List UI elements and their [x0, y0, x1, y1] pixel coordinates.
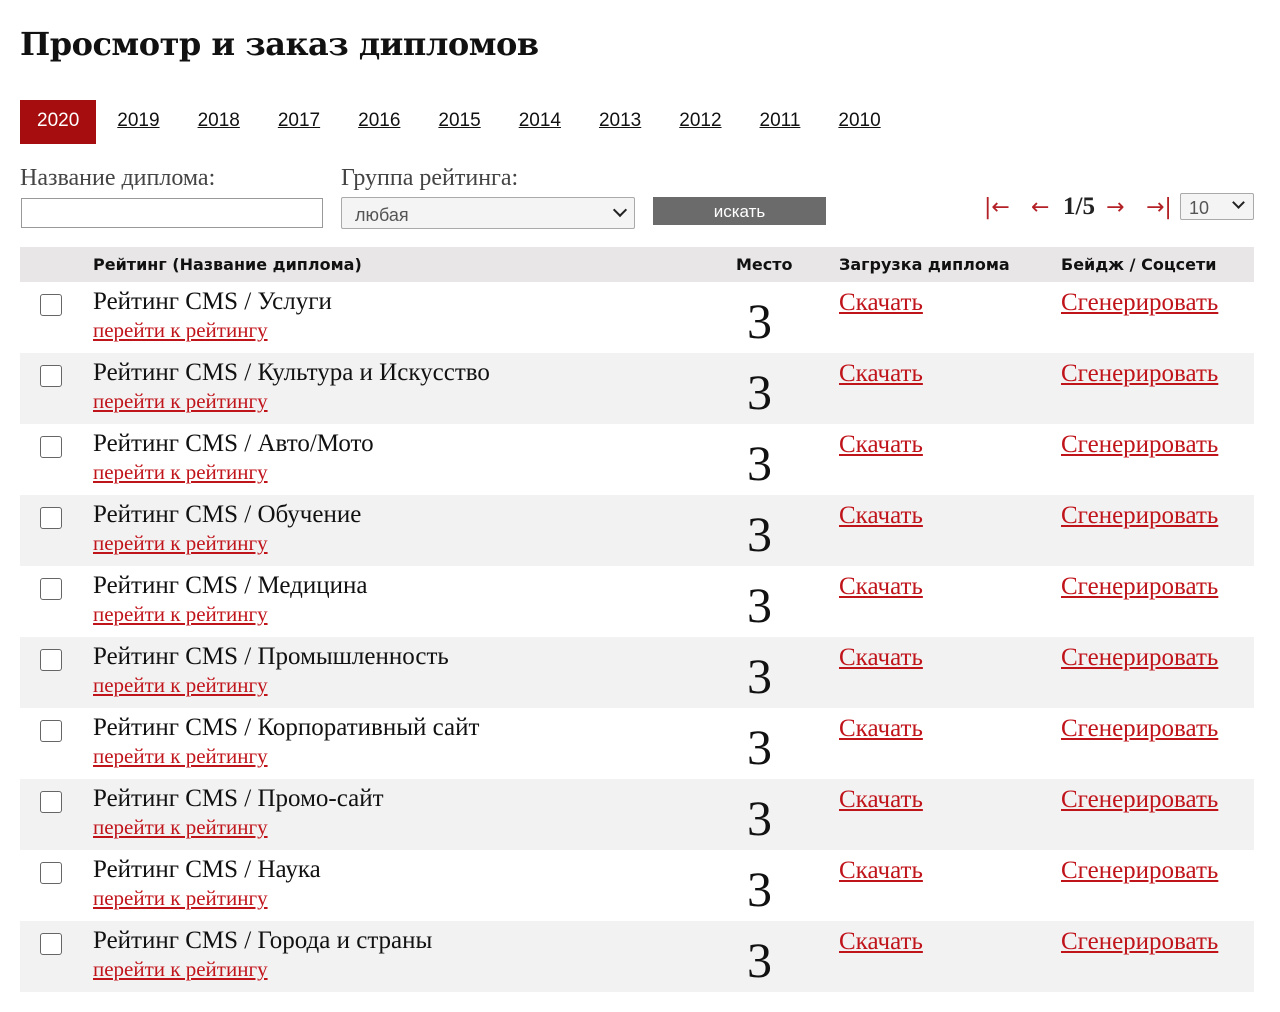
page-indicator: 1/5 [1063, 193, 1095, 220]
place-value: 3 [747, 932, 772, 988]
download-link[interactable]: Скачать [839, 644, 923, 671]
go-to-rating-link[interactable]: перейти к рейтингу [93, 957, 268, 981]
year-tab-2010[interactable]: 2010 [838, 110, 881, 131]
download-link[interactable]: Скачать [839, 715, 923, 742]
rating-title: Рейтинг CMS / Корпоративный сайт [93, 714, 480, 741]
download-link[interactable]: Скачать [839, 857, 923, 884]
search-button[interactable]: искать [653, 197, 826, 225]
rating-group-select[interactable] [341, 197, 635, 229]
download-link[interactable]: Скачать [839, 289, 923, 316]
header-badge: Бейдж / Соцсети [1061, 255, 1217, 274]
chevron-down-icon [613, 203, 627, 217]
row-checkbox[interactable] [40, 649, 62, 671]
table-row [20, 282, 1254, 353]
download-link[interactable]: Скачать [839, 786, 923, 813]
place-value: 3 [747, 506, 772, 562]
place-value: 3 [747, 790, 772, 846]
table-row [20, 921, 1254, 992]
go-to-rating-link[interactable]: перейти к рейтингу [93, 389, 268, 413]
last-page-icon[interactable]: →| [1146, 195, 1172, 220]
place-value: 3 [747, 293, 772, 349]
table-row [20, 495, 1254, 566]
table-row [20, 637, 1254, 708]
year-tab-2017[interactable]: 2017 [277, 110, 321, 131]
download-link[interactable]: Скачать [839, 928, 923, 955]
go-to-rating-link[interactable]: перейти к рейтингу [93, 318, 268, 342]
table-row [20, 779, 1254, 850]
diploma-name-label: Название диплома: [20, 165, 216, 191]
header-rating: Рейтинг (Название диплома) [93, 255, 362, 274]
table-body [20, 282, 1254, 992]
table-row [20, 850, 1254, 921]
row-checkbox[interactable] [40, 578, 62, 600]
download-link[interactable]: Скачать [839, 573, 923, 600]
header-place: Место [736, 255, 793, 274]
place-value: 3 [747, 861, 772, 917]
rating-title: Рейтинг CMS / Обучение [93, 501, 362, 528]
year-tab-2013[interactable]: 2013 [598, 110, 642, 131]
year-tab-2018[interactable]: 2018 [197, 110, 240, 131]
generate-link[interactable]: Сгенерировать [1061, 644, 1219, 671]
generate-link[interactable]: Сгенерировать [1061, 360, 1219, 387]
row-checkbox[interactable] [40, 294, 62, 316]
generate-link[interactable]: Сгенерировать [1061, 857, 1219, 884]
diploma-name-input[interactable] [21, 198, 323, 228]
rating-title: Рейтинг CMS / Культура и Искусство [93, 359, 490, 386]
year-tab-2011[interactable]: 2011 [759, 110, 801, 131]
row-checkbox[interactable] [40, 436, 62, 458]
row-checkbox[interactable] [40, 720, 62, 742]
row-checkbox[interactable] [40, 365, 62, 387]
year-tab-2019[interactable]: 2019 [117, 110, 160, 131]
prev-page-icon[interactable]: ← [1031, 195, 1050, 220]
page-title: Просмотр и заказ дипломов [20, 25, 539, 63]
per-page-select[interactable] [1180, 193, 1254, 220]
year-tab-2020[interactable]: 2020 [20, 100, 96, 144]
rating-group-selected-value: любая [355, 205, 409, 225]
row-checkbox[interactable] [40, 791, 62, 813]
table-header [20, 247, 1254, 282]
rating-title: Рейтинг CMS / Медицина [93, 572, 368, 599]
place-value: 3 [747, 648, 772, 704]
go-to-rating-link[interactable]: перейти к рейтингу [93, 815, 268, 839]
place-value: 3 [747, 364, 772, 420]
rating-title: Рейтинг CMS / Услуги [93, 288, 332, 315]
row-checkbox[interactable] [40, 933, 62, 955]
table-row [20, 424, 1254, 495]
rating-title: Рейтинг CMS / Города и страны [93, 927, 433, 954]
generate-link[interactable]: Сгенерировать [1061, 786, 1219, 813]
per-page-value: 10 [1189, 198, 1210, 218]
download-link[interactable]: Скачать [839, 431, 923, 458]
year-tab-2015[interactable]: 2015 [438, 110, 481, 131]
generate-link[interactable]: Сгенерировать [1061, 431, 1219, 458]
place-value: 3 [747, 577, 772, 633]
rating-title: Рейтинг CMS / Промышленность [93, 643, 449, 670]
place-value: 3 [747, 435, 772, 491]
place-value: 3 [747, 719, 772, 775]
year-tabs [20, 100, 902, 144]
next-page-icon[interactable]: → [1106, 195, 1125, 220]
table-row [20, 708, 1254, 779]
generate-link[interactable]: Сгенерировать [1061, 928, 1219, 955]
rating-title: Рейтинг CMS / Наука [93, 856, 321, 883]
generate-link[interactable]: Сгенерировать [1061, 289, 1219, 316]
first-page-icon[interactable]: |← [984, 195, 1010, 220]
header-download: Загрузка диплома [839, 255, 1010, 274]
go-to-rating-link[interactable]: перейти к рейтингу [93, 602, 268, 626]
download-link[interactable]: Скачать [839, 502, 923, 529]
diplomas-table [20, 247, 1254, 992]
year-tab-2012[interactable]: 2012 [679, 110, 722, 131]
rating-title: Рейтинг CMS / Авто/Мото [93, 430, 374, 457]
chevron-down-icon [1232, 196, 1245, 209]
rating-title: Рейтинг CMS / Промо-сайт [93, 785, 384, 812]
go-to-rating-link[interactable]: перейти к рейтингу [93, 460, 268, 484]
row-checkbox[interactable] [40, 862, 62, 884]
go-to-rating-link[interactable]: перейти к рейтингу [93, 886, 268, 910]
generate-link[interactable]: Сгенерировать [1061, 715, 1219, 742]
table-row [20, 566, 1254, 637]
row-checkbox[interactable] [40, 507, 62, 529]
go-to-rating-link[interactable]: перейти к рейтингу [93, 673, 268, 697]
rating-group-label: Группа рейтинга: [341, 165, 519, 191]
generate-link[interactable]: Сгенерировать [1061, 502, 1219, 529]
go-to-rating-link[interactable]: перейти к рейтингу [93, 531, 268, 555]
go-to-rating-link[interactable]: перейти к рейтингу [93, 744, 268, 768]
download-link[interactable]: Скачать [839, 360, 923, 387]
year-tab-2014[interactable]: 2014 [518, 110, 561, 131]
generate-link[interactable]: Сгенерировать [1061, 573, 1219, 600]
year-tab-2016[interactable]: 2016 [358, 110, 401, 131]
table-row [20, 353, 1254, 424]
